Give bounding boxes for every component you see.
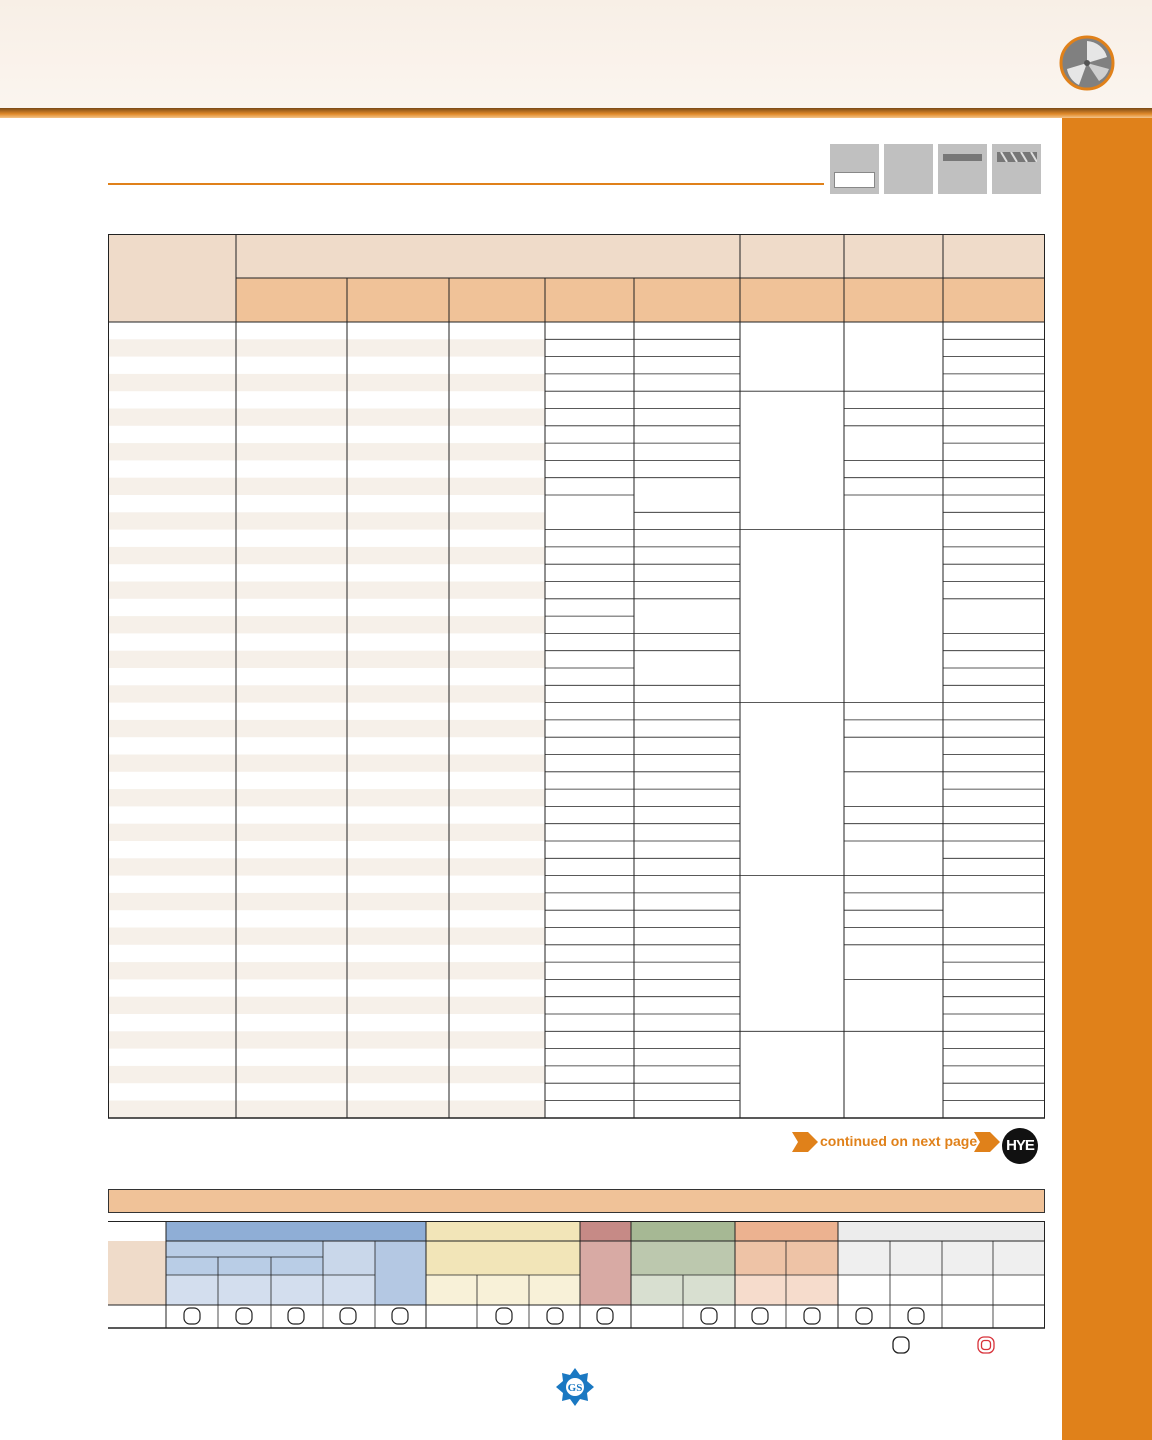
tool-endmill-icon <box>1059 35 1115 91</box>
table-row <box>108 1101 545 1118</box>
circle-mark-icon <box>908 1308 924 1324</box>
series-badge: HYE <box>1002 1128 1038 1164</box>
circle-mark-icon <box>340 1308 356 1324</box>
material-subheader <box>375 1241 426 1305</box>
material-group-header <box>426 1221 580 1241</box>
table-row <box>108 858 545 875</box>
header-subcell <box>844 278 943 322</box>
side-tab-band <box>1062 118 1152 1440</box>
material-label-cell <box>108 1241 166 1305</box>
material-subheader <box>735 1241 838 1275</box>
material-subheader <box>426 1241 580 1275</box>
table-row <box>108 755 545 772</box>
table-row <box>108 893 545 910</box>
arrow-right-icon <box>792 1132 818 1152</box>
header-band <box>0 0 1152 108</box>
table-row <box>108 339 545 356</box>
table-row <box>108 651 545 668</box>
circle-mark-icon <box>752 1308 768 1324</box>
table-row <box>108 928 545 945</box>
tile-3 <box>938 144 987 194</box>
product-type-tiles <box>830 144 1042 194</box>
header-cell <box>236 234 740 278</box>
material-group-header <box>631 1221 735 1241</box>
material-group-header <box>838 1221 1045 1241</box>
table-row <box>108 443 545 460</box>
tile-4 <box>992 144 1041 194</box>
circle-mark-icon <box>496 1308 512 1324</box>
material-cell <box>166 1275 375 1305</box>
tile-2 <box>884 144 933 194</box>
material-subheader <box>631 1241 735 1275</box>
material-cell <box>735 1275 838 1305</box>
table-row <box>108 547 545 564</box>
svg-text:GS: GS <box>567 1382 583 1394</box>
header-subcell <box>943 278 1045 322</box>
circle-mark-icon <box>236 1308 252 1324</box>
table-row <box>108 962 545 979</box>
tile-1 <box>830 144 879 194</box>
specification-table <box>108 234 1045 1119</box>
header-subcell <box>449 278 545 322</box>
circle-mark-icon <box>701 1308 717 1324</box>
table-row <box>108 824 545 841</box>
material-subheader <box>166 1257 323 1275</box>
circle-mark-icon <box>547 1308 563 1324</box>
table-row <box>108 478 545 495</box>
material-group-header <box>735 1221 838 1241</box>
table-row <box>108 720 545 737</box>
material-group-header <box>580 1221 631 1241</box>
table-row <box>108 374 545 391</box>
continued-indicator <box>792 1128 1044 1164</box>
table-row <box>108 1031 545 1048</box>
circle-mark-icon <box>392 1308 408 1324</box>
circle-mark-icon <box>288 1308 304 1324</box>
continued-text: continued on next page <box>820 1133 978 1149</box>
table-row <box>108 997 545 1014</box>
header-subcell <box>347 278 449 322</box>
header-stripe <box>0 108 1152 118</box>
table-row <box>108 409 545 426</box>
material-subheader <box>166 1241 323 1257</box>
table-row <box>108 685 545 702</box>
double-circle-mark-icon <box>976 1336 996 1354</box>
table-row <box>108 789 545 806</box>
arrow-right-icon <box>974 1132 1000 1152</box>
table-row <box>108 1066 545 1083</box>
material-subheader <box>838 1241 1045 1275</box>
table-row <box>108 582 545 599</box>
header-cell <box>844 234 943 278</box>
table-row <box>108 512 545 529</box>
material-cell <box>426 1275 580 1305</box>
work-material-bar <box>108 1189 1045 1213</box>
table-row <box>108 616 545 633</box>
material-subheader <box>323 1241 375 1275</box>
circle-mark-icon <box>856 1308 872 1324</box>
material-group-header <box>166 1221 426 1241</box>
work-material-table <box>108 1221 1045 1329</box>
circle-mark-icon <box>804 1308 820 1324</box>
header-subcell <box>236 278 347 322</box>
header-cell <box>108 234 236 322</box>
title-rule <box>108 183 824 185</box>
header-cell <box>943 234 1045 278</box>
circle-mark-icon <box>891 1336 911 1354</box>
material-subheader <box>580 1241 631 1305</box>
circle-mark-icon <box>597 1308 613 1324</box>
osg-logo-icon <box>555 1367 595 1407</box>
header-subcell <box>634 278 740 322</box>
header-subcell <box>740 278 844 322</box>
circle-mark-icon <box>184 1308 200 1324</box>
header-cell <box>740 234 844 278</box>
header-subcell <box>545 278 634 322</box>
